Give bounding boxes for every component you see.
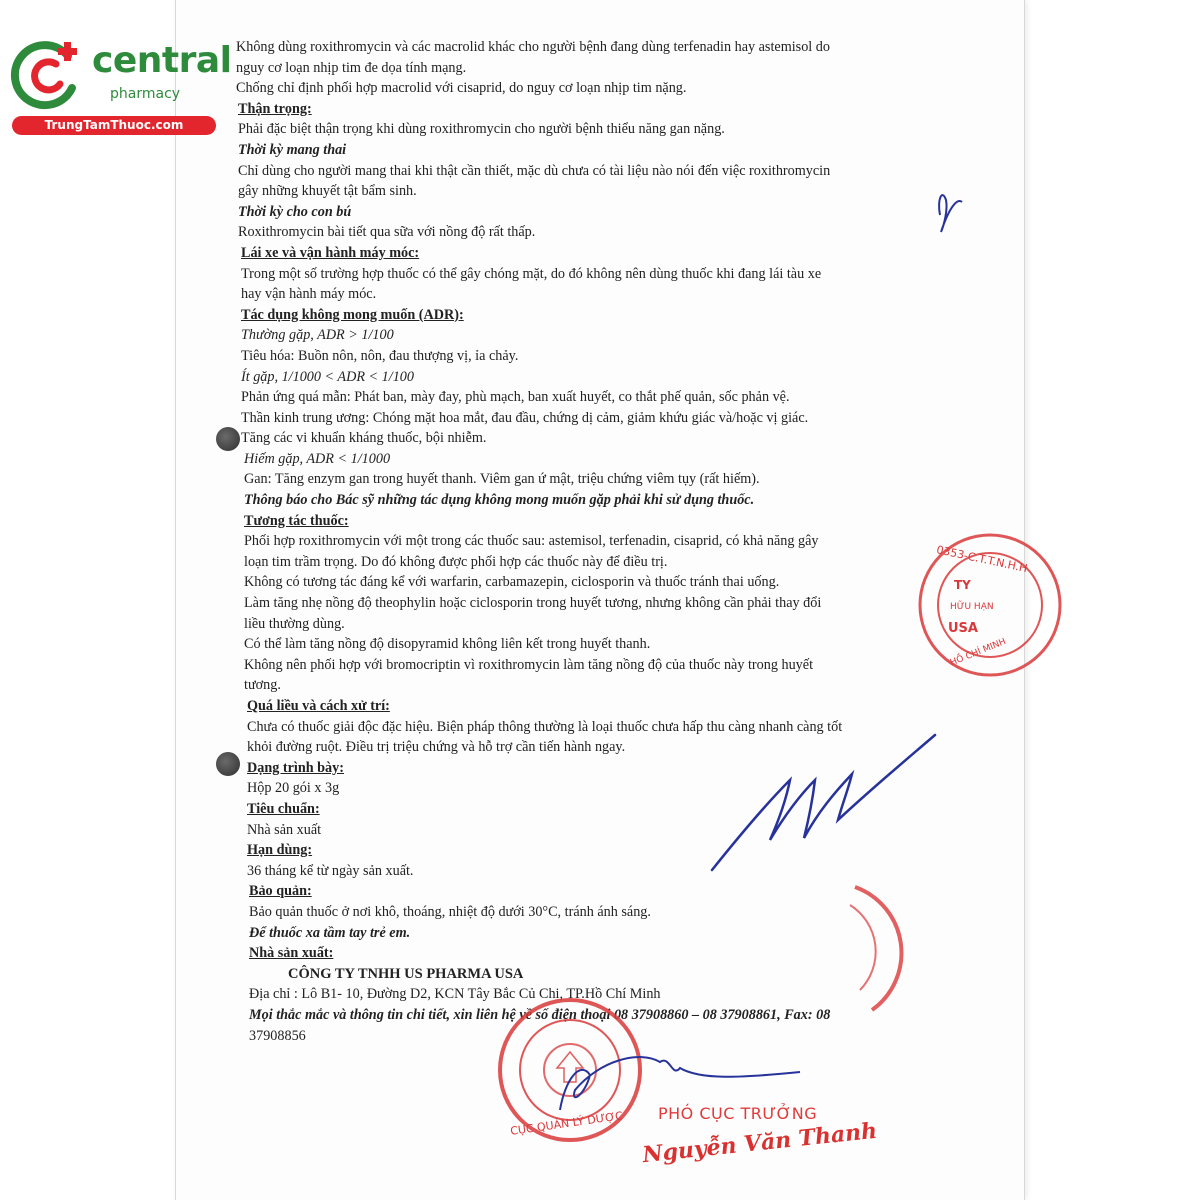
adr-frequency-rare: Hiếm gặp, ADR < 1/1000	[244, 450, 391, 467]
section-heading-standard: Tiêu chuẩn:	[247, 800, 320, 817]
doc-line: Gan: Tăng enzym gan trong huyết thanh. Viêm gan ứ mật, triệu chứng viêm tụy (rất hiếm).	[244, 471, 760, 488]
section-heading-storage: Bảo quản:	[249, 883, 312, 900]
ministry-seal	[500, 1000, 640, 1140]
section-heading-manufacturer: Nhà sản xuất:	[249, 945, 334, 962]
seal-ring-text: CỤC QUẢN LÝ DƯỢC	[509, 1109, 624, 1138]
doc-line: tương.	[244, 677, 281, 694]
doc-line: hay vận hành máy móc.	[241, 286, 377, 303]
doc-line: Roxithromycin bài tiết qua sữa với nồng độ rất thấp.	[238, 224, 536, 241]
section-heading-overdose: Quá liều và cách xử trí:	[247, 698, 390, 714]
doc-line: Phản ứng quá mẫn: Phát ban, mày đay, phù mạch, ban xuất huyết, co thắt phế quản, sốc phản vệ.	[241, 389, 790, 406]
manufacturer-address: Địa chỉ : Lô B1- 10, Đường D2, KCN Tây Bắc Củ Chi, TP.Hồ Chí Minh	[249, 986, 661, 1003]
adr-frequency-uncommon: Ít gặp, 1/1000 < ADR < 1/100	[241, 368, 414, 385]
brand-subtitle: pharmacy	[110, 86, 181, 102]
doc-line: Thần kinh trung ương: Chóng mặt hoa mắt, đau đầu, chứng dị cảm, giảm khứu giác và/hoặc vị giác.	[241, 409, 809, 426]
section-heading-presentation: Dạng trình bày:	[247, 759, 344, 776]
manufacturer-name: CÔNG TY TNHH US PHARMA USA	[288, 965, 524, 982]
doc-line: Chưa có thuốc giải độc đặc hiệu. Biện pháp thông thường là loại thuốc chưa hấp thu càng nhanh càng tốt	[247, 718, 843, 735]
company-stamp	[920, 535, 1060, 675]
approver-signature	[712, 735, 935, 870]
doc-line: Nhà sản xuất	[247, 821, 322, 838]
margin-initial-signature	[939, 195, 962, 232]
section-heading-shelf-life: Hạn dùng:	[247, 842, 313, 859]
doc-line: Trong một số trường hợp thuốc có thể gây chóng mặt, do đó không nên dùng thuốc khi đang lái tàu xe	[241, 265, 822, 282]
stamp-ring-bottom: HỒ CHÍ MINH	[948, 636, 1008, 669]
doc-line: 36 tháng kể từ ngày sản xuất.	[247, 862, 414, 879]
doc-line: Bảo quản thuốc ở nơi khô, thoáng, nhiệt độ dưới 30°C, tránh ánh sáng.	[249, 903, 651, 920]
doc-line: gây những khuyết tật bẩm sinh.	[238, 183, 417, 200]
doc-line: Hộp 20 gói x 3g	[247, 780, 340, 797]
signatory-title: PHÓ CỤC TRƯỞNG	[658, 1104, 818, 1123]
doc-line: khỏi đường ruột. Điều trị triệu chứng và hỗ trợ cần tiến hành ngay.	[247, 739, 626, 756]
doc-line: Phối hợp roxithromycin với một trong các thuốc sau: astemisol, terfenadin, cisaprid, có khả năng gây	[244, 533, 819, 550]
doc-line: Chống chỉ định phối hợp macrolid với cisaprid, do nguy cơ loạn nhịp tim nặng.	[236, 80, 687, 97]
brand-name: central	[92, 40, 232, 81]
adr-notice: Thông báo cho Bác sỹ những tác dụng không mong muốn gặp phải khi sử dụng thuốc.	[244, 492, 755, 509]
signatory-name: Nguyễn Văn Thanh	[641, 1117, 879, 1169]
stamp-ring-text: 0353-C.T.T.N.H.H	[935, 543, 1029, 576]
section-heading-caution: Thận trọng:	[238, 100, 312, 117]
doc-line: liều thường dùng.	[244, 615, 345, 632]
contact-fax: 37908856	[249, 1027, 306, 1044]
stamp-center-top: TY	[954, 578, 971, 592]
section-heading-adr: Tác dụng không mong muốn (ADR):	[241, 306, 464, 323]
brand-url[interactable]: TrungTamThuoc.com	[44, 118, 184, 132]
doc-line: Không dùng roxithromycin và các macrolid khác cho người bệnh đang dùng terfenadin hay astemisol do	[236, 39, 830, 55]
storage-warning: Để thuốc xa tầm tay trẻ em.	[249, 924, 411, 941]
section-heading-driving: Lái xe và vận hành máy móc:	[241, 244, 420, 261]
doc-line: loạn tim trầm trọng. Do đó không được phối hợp các thuốc này để điều trị.	[244, 553, 668, 570]
doc-line: Làm tăng nhẹ nồng độ theophylin hoặc ciclosporin trong huyết tương, nhưng không cần phải thay đổi	[244, 595, 822, 612]
doc-line: Không nên phối hợp với bromocriptin vì roxithromycin làm tăng nồng độ của thuốc này trong huyết	[244, 656, 814, 673]
stamp-center-bottom: USA	[948, 621, 978, 636]
subheading-lactation: Thời kỳ cho con bú	[238, 203, 352, 220]
doc-line: Phải đặc biệt thận trọng khi dùng roxithromycin cho người bệnh thiểu năng gan nặng.	[238, 121, 725, 138]
doc-line: Không có tương tác đáng kể với warfarin, carbamazepin, ciclosporin và thuốc tránh thai uống.	[244, 574, 780, 591]
doc-line: Chỉ dùng cho người mang thai khi thật cần thiết, mặc dù chưa có tài liệu nào nói đến việc roxithromycin	[238, 162, 831, 179]
partial-stamp-arc	[855, 887, 901, 1010]
doc-line: Có thể làm tăng nồng độ disopyramid không liên kết trong huyết thanh.	[244, 636, 651, 653]
contact-line: Mọi thắc mắc và thông tin chi tiết, xin liên hệ về số điện thoại 08 37908860 – 08 37908861, Fax: 08	[249, 1006, 831, 1023]
stamp-center-mid: HỮU HẠN	[950, 602, 994, 612]
doc-line: Tiêu hóa: Buồn nôn, nôn, đau thượng vị, ỉa chảy.	[241, 347, 519, 364]
section-heading-interactions: Tương tác thuốc:	[244, 512, 349, 529]
subheading-pregnancy: Thời kỳ mang thai	[238, 141, 347, 158]
doc-line: nguy cơ loạn nhịp tim đe dọa tính mạng.	[236, 59, 467, 76]
doc-line: Tăng các vi khuẩn kháng thuốc, bội nhiễm.	[241, 430, 487, 447]
adr-frequency-common: Thường gặp, ADR > 1/100	[241, 327, 394, 344]
